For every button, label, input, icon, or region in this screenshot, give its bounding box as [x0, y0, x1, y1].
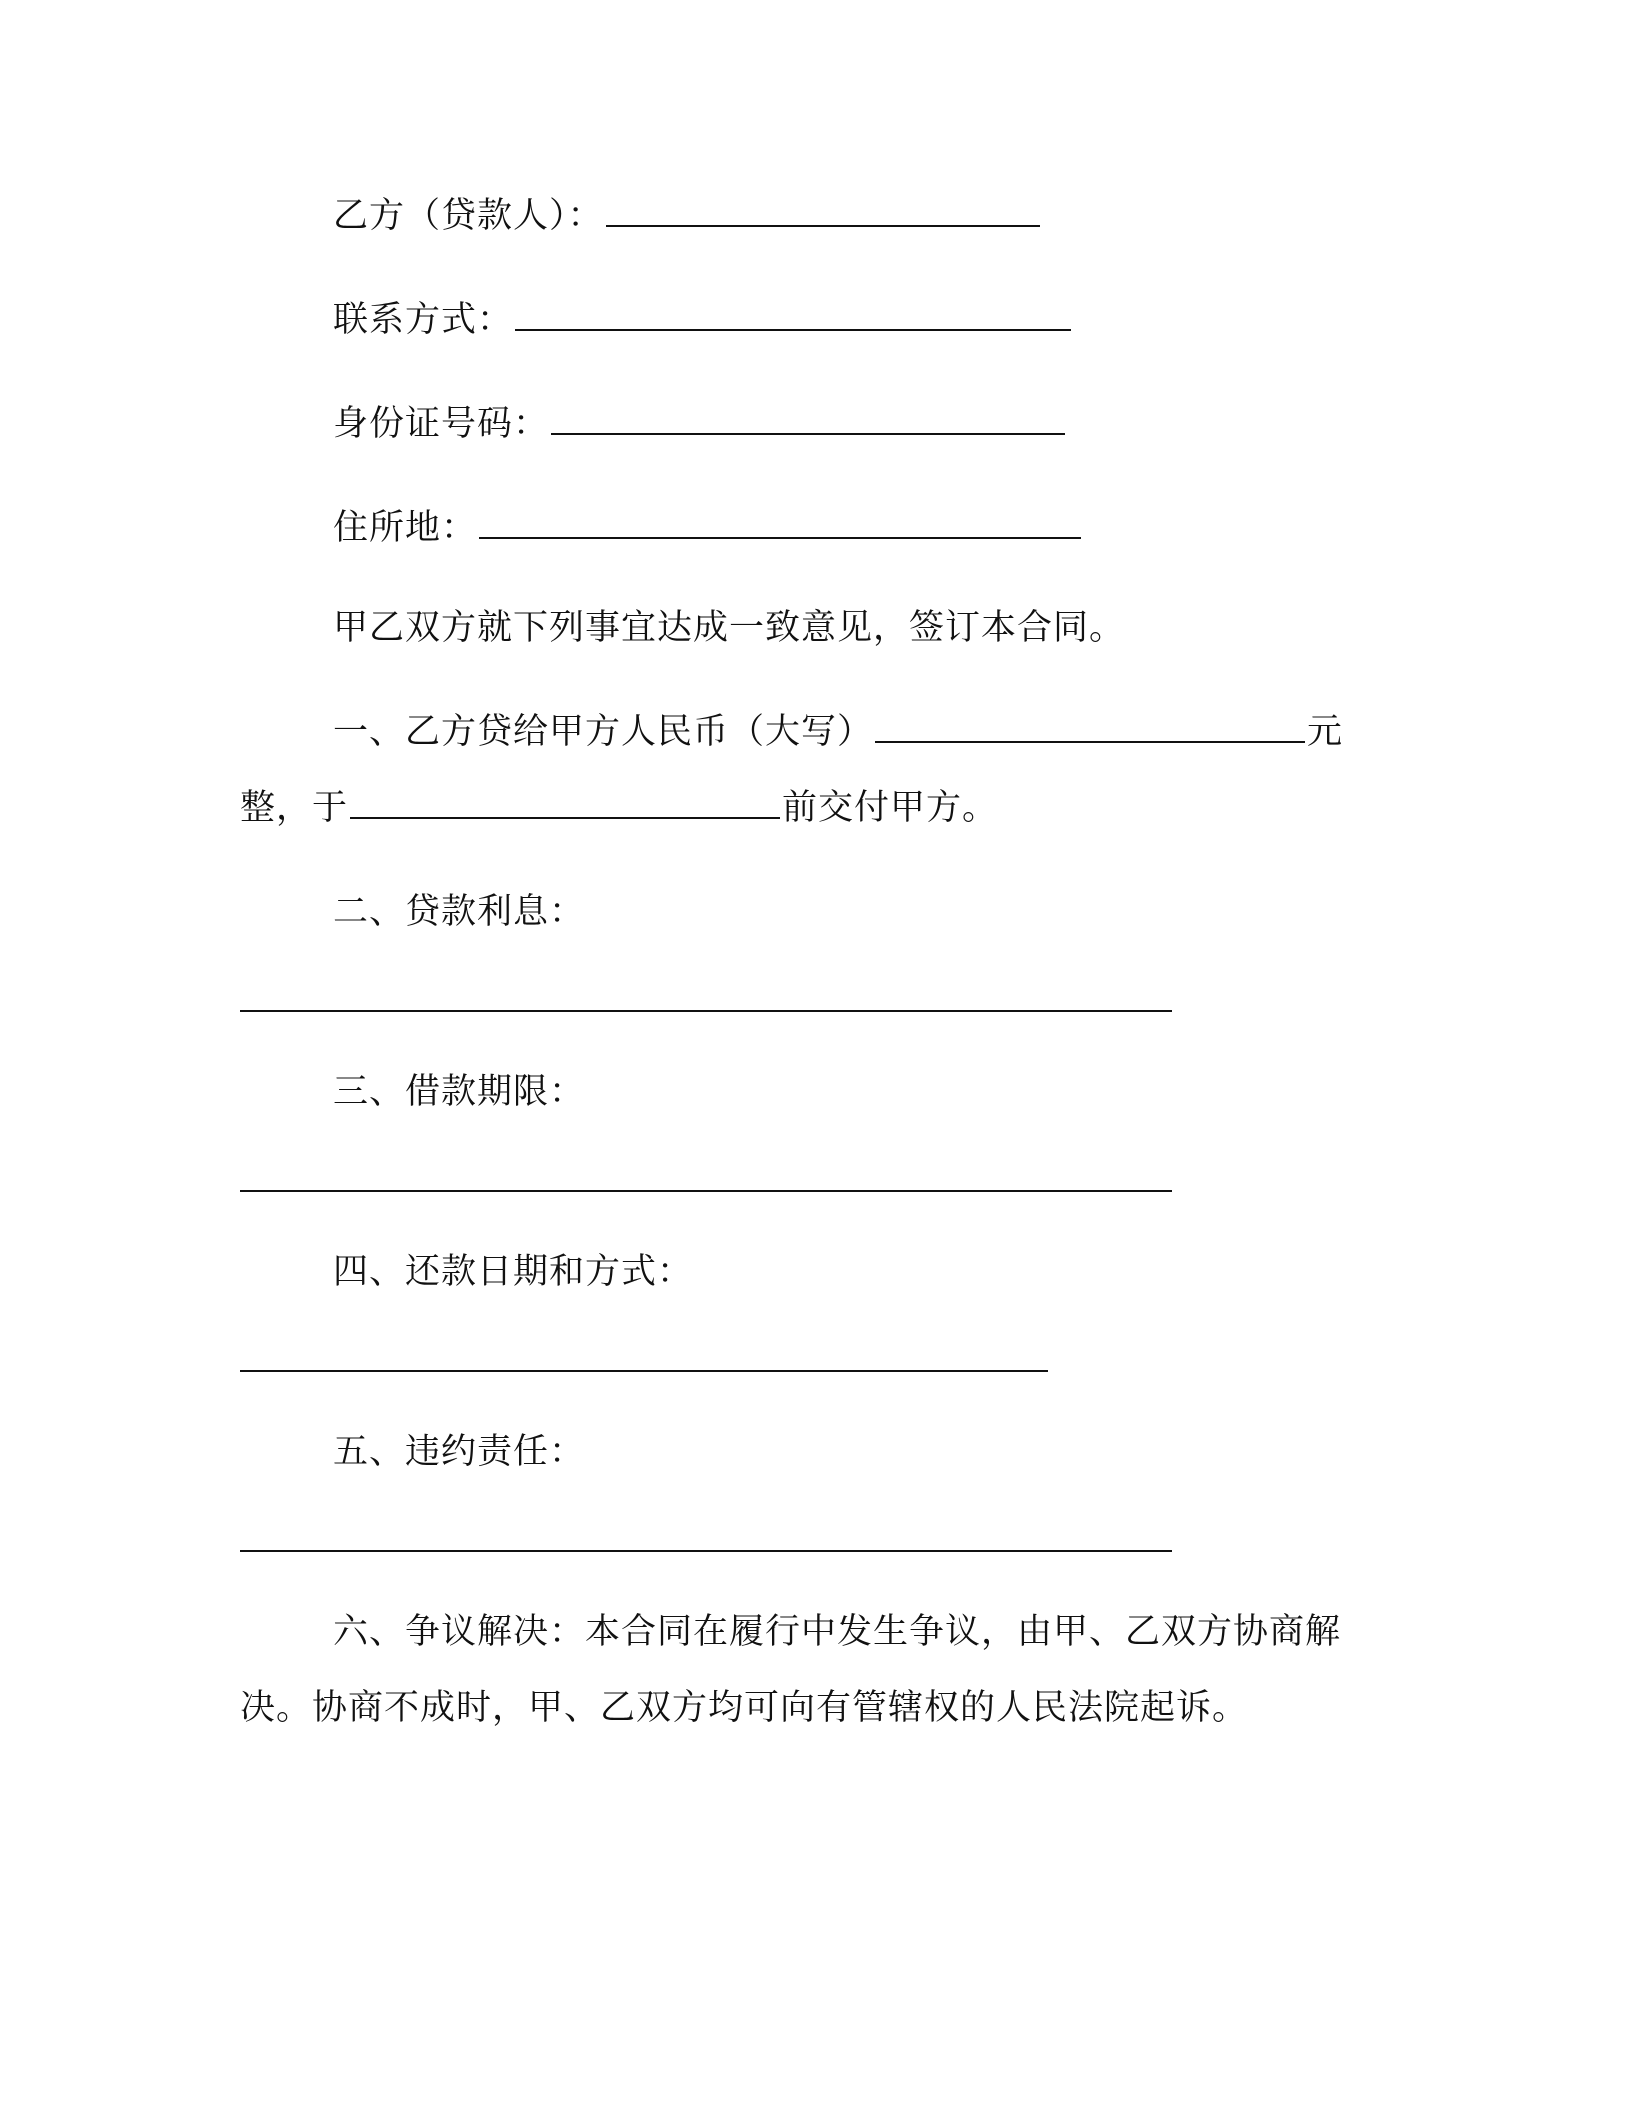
intro-paragraph: 甲乙双方就下列事宜达成一致意见，签订本合同。 [333, 608, 1126, 648]
clause6-line2: 决。协商不成时，甲、乙双方均可向有管辖权的人民法院起诉。 [240, 1688, 1249, 1728]
clause1-suffix: 元 [1307, 712, 1344, 752]
clause4-title: 四、还款日期和方式： [333, 1252, 694, 1292]
clause5-blank[interactable] [240, 1550, 1172, 1552]
id-number-label: 身份证号码： [333, 404, 550, 444]
residence-blank[interactable] [479, 507, 1081, 539]
clause1-line2 [240, 786, 998, 830]
delivery-date-blank[interactable] [350, 787, 780, 819]
clause2-blank[interactable] [240, 1010, 1172, 1012]
clause2-title: 二、贷款利息： [333, 892, 586, 932]
contact-blank[interactable] [515, 299, 1071, 331]
clause1-line2-prefix: 整，于 [240, 788, 349, 828]
id-number-row [333, 402, 1067, 446]
clause3-blank[interactable] [240, 1190, 1172, 1192]
party-b-blank[interactable] [606, 195, 1040, 227]
residence-label: 住所地： [333, 508, 478, 548]
clause4-blank[interactable] [240, 1370, 1048, 1372]
clause6-line1: 六、争议解决：本合同在履行中发生争议，由甲、乙双方协商解 [333, 1612, 1342, 1652]
clause3-title: 三、借款期限： [333, 1072, 586, 1112]
party-b-row [333, 194, 1042, 238]
id-number-blank[interactable] [551, 403, 1065, 435]
clause1-prefix: 一、乙方贷给甲方人民币（大写） [333, 712, 874, 752]
amount-blank[interactable] [875, 711, 1305, 743]
residence-row [333, 506, 1083, 550]
clause5-title: 五、违约责任： [333, 1432, 586, 1472]
contact-row [333, 298, 1073, 342]
contact-label: 联系方式： [333, 300, 514, 340]
clause1-line1 [333, 710, 1343, 754]
clause1-line2-suffix: 前交付甲方。 [782, 788, 999, 828]
party-b-label: 乙方（贷款人）： [333, 196, 604, 236]
